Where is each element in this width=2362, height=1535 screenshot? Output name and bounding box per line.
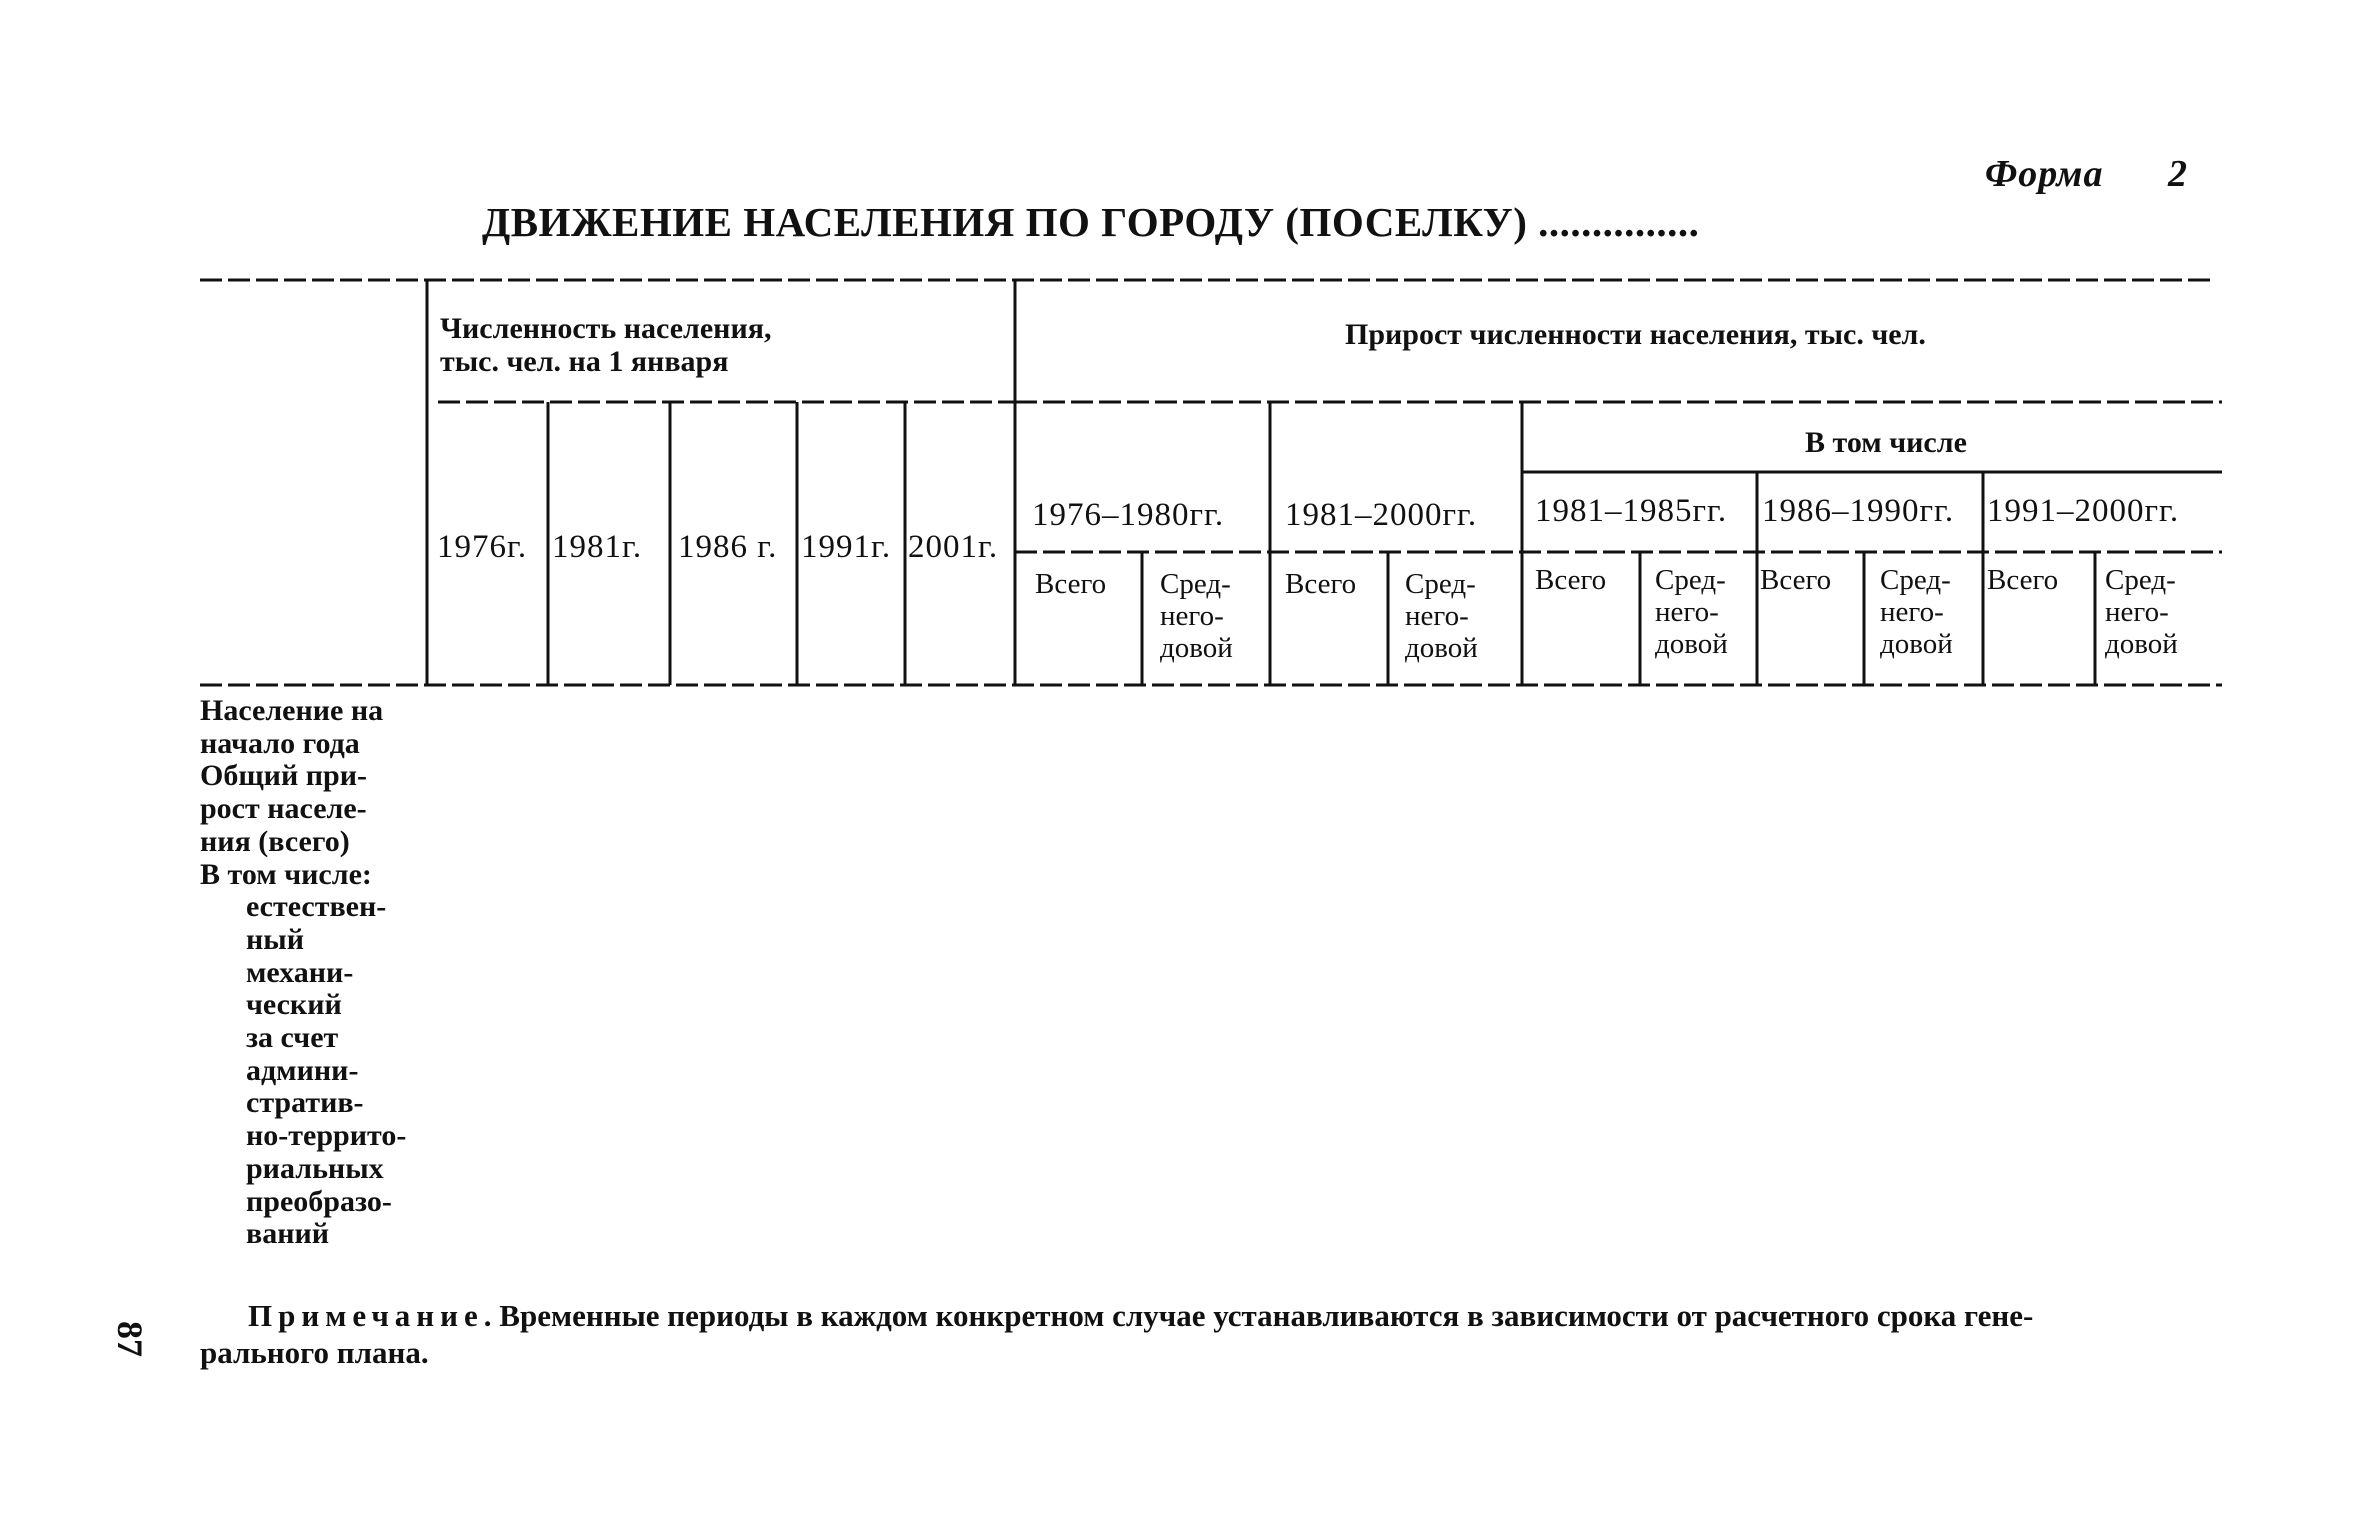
- year-col: 1986 г.: [678, 529, 778, 565]
- year-col: 1991г.: [801, 529, 892, 565]
- sub-total: Всего: [1760, 564, 1832, 596]
- stub-line: ния (всего): [200, 824, 350, 858]
- row-stub: [200, 695, 406, 1251]
- sub-average: Сред- него- довой: [1160, 568, 1233, 664]
- stub-line: за счет: [246, 1021, 339, 1055]
- sub-average: Сред- него- довой: [1880, 564, 1953, 660]
- stub-line: Население на: [200, 694, 384, 727]
- population-header: Численность населения, тыс. чел. на 1 января: [440, 312, 772, 378]
- stub-line: естествен-: [246, 890, 387, 924]
- stub-line: риальных: [246, 1151, 384, 1185]
- note-text: рального плана.: [200, 1335, 429, 1370]
- period-col: 1991–2000гг.: [1987, 493, 2180, 529]
- period-col: 1981–1985гг.: [1535, 493, 1728, 529]
- sub-average: Сред- него- довой: [1405, 568, 1478, 664]
- note: [200, 1297, 2258, 1371]
- stub-line: механи-: [246, 955, 354, 989]
- page-number: 87: [110, 1321, 150, 1357]
- sub-total: Всего: [1035, 568, 1107, 600]
- form-number: 2: [2168, 153, 2187, 195]
- form-label: Форма: [1985, 153, 2104, 195]
- year-col: 2001г.: [908, 529, 999, 565]
- sub-total: Всего: [1987, 564, 2059, 596]
- period-col: 1976–1980гг.: [1032, 497, 1225, 533]
- sub-average: Сред- него- довой: [2105, 564, 2178, 660]
- stub-line: ческий: [246, 988, 342, 1022]
- year-col: 1976г.: [437, 529, 528, 565]
- stub-line: преобразо-: [246, 1184, 392, 1218]
- note-text: . Временные периоды в каждом конкретном случае устанавливаются в зависимости от расчетного срока гене-: [483, 1298, 2034, 1333]
- sub-total: Всего: [1535, 564, 1607, 596]
- stub-line: ваний: [246, 1217, 330, 1251]
- stub-line: рост населе-: [200, 792, 367, 826]
- stub-line: стратив-: [246, 1086, 364, 1120]
- period-col: 1981–2000гг.: [1285, 497, 1478, 533]
- stub-line: В том числе:: [200, 857, 372, 891]
- year-col: 1981г.: [552, 529, 643, 565]
- sub-average: Сред- него- довой: [1655, 564, 1728, 660]
- stub-line: Общий при-: [200, 759, 367, 793]
- stub-line: начало года: [200, 726, 360, 760]
- stub-line: но-террито-: [246, 1119, 407, 1153]
- growth-header: Прирост численности населения, тыс. чел.: [1345, 318, 1926, 351]
- stub-line: админи-: [246, 1053, 359, 1087]
- stub-line: ный: [246, 922, 304, 956]
- including-header: В том числе: [1805, 426, 1967, 459]
- page-title: ДВИЖЕНИЕ НАСЕЛЕНИЯ ПО ГОРОДУ (ПОСЕЛКУ) ...............: [482, 199, 1700, 245]
- period-col: 1986–1990гг.: [1762, 493, 1955, 529]
- sub-total: Всего: [1285, 568, 1357, 600]
- note-label: Примечание: [248, 1298, 484, 1333]
